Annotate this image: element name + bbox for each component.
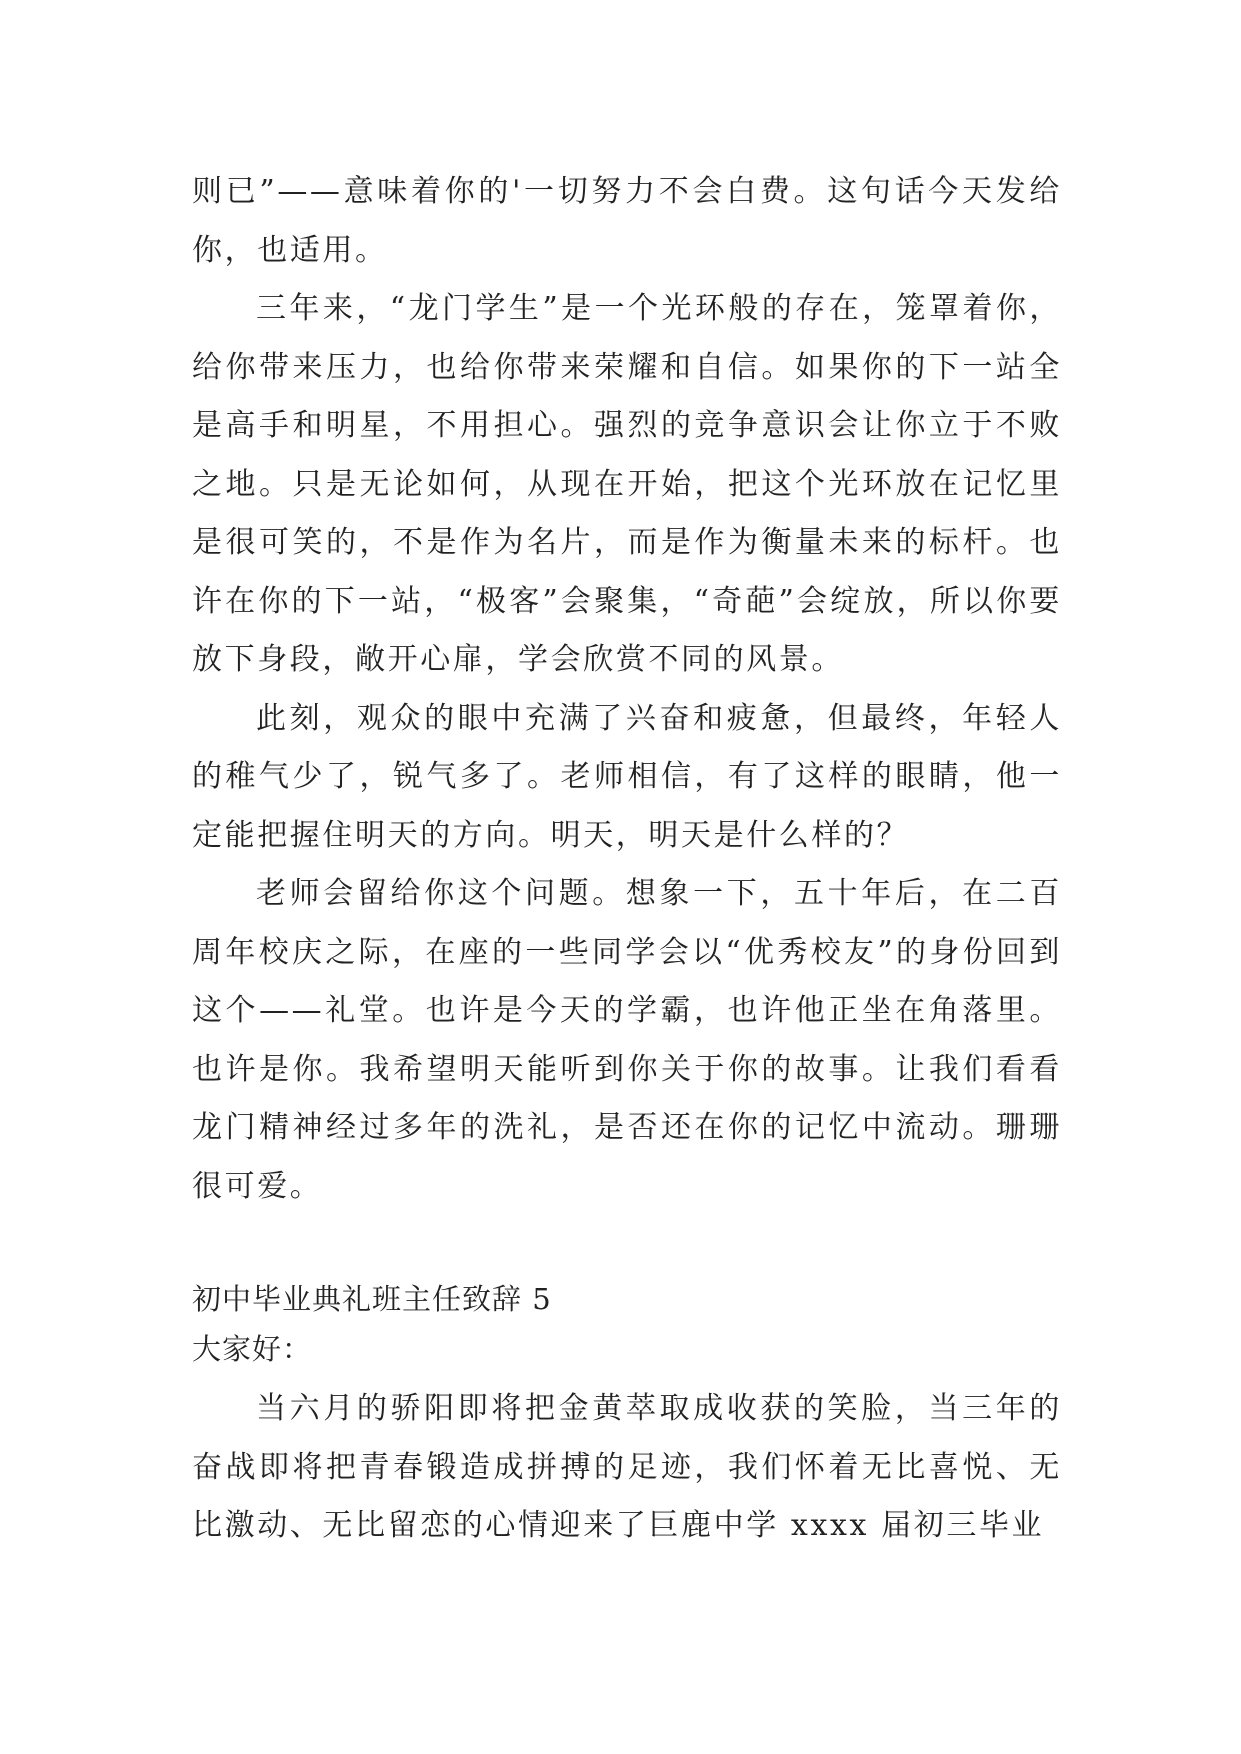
paragraph-question: 老师会留给你这个问题。想象一下，五十年后，在二百周年校庆之际，在座的一些同学会以“优秀校友”的身份回到这个——礼堂。也许是今天的学霸，也许他正坐在角落里。也许是你。我希望明天能听到你关于你的故事。让我们看看龙门精神经过多年的洗礼，是否还在你的记忆中流动。珊珊很可爱。 <box>192 876 1062 1204</box>
greeting-line: 大家好： <box>192 1332 313 1366</box>
paragraph-june: 当六月的骄阳即将把金黄萃取成收获的笑脸，当三年的奋战即将把青春锻造成拼搏的足迹，我们怀着无比喜悦、无比激动、无比留恋的心情迎来了巨鹿中学 xxxx 届初三毕业 <box>192 1391 1062 1543</box>
section-title: 初中毕业典礼班主任致辞 5 <box>192 1282 552 1316</box>
section-spacer <box>192 1216 1062 1274</box>
paragraph-audience: 此刻，观众的眼中充满了兴奋和疲惫，但最终，年轻人的稚气少了，锐气多了。老师相信，有了这样的眼睛，他一定能把握住明天的方向。明天，明天是什么样的？ <box>192 700 1062 853</box>
paragraph-continued: 则已”——意味着你的'一切努力不会白费。这句话今天发给你，也适用。 <box>192 174 1062 268</box>
document-body <box>192 163 1062 1556</box>
paragraph-halo: 三年来，“龙门学生”是一个光环般的存在，笼罩着你，给你带来压力，也给你带来荣耀和自信。如果你的下一站全是高手和明星，不用担心。强烈的竞争意识会让你立于不败之地。只是无论如何，从现在开始，把这个光环放在记忆里是很可笑的，不是作为名片，而是作为衡量未来的标杆。也许在你的下一站，“极客”会聚集，“奇葩”会绽放，所以你要放下身段，敞开心扉，学会欣赏不同的风景。 <box>192 291 1062 677</box>
